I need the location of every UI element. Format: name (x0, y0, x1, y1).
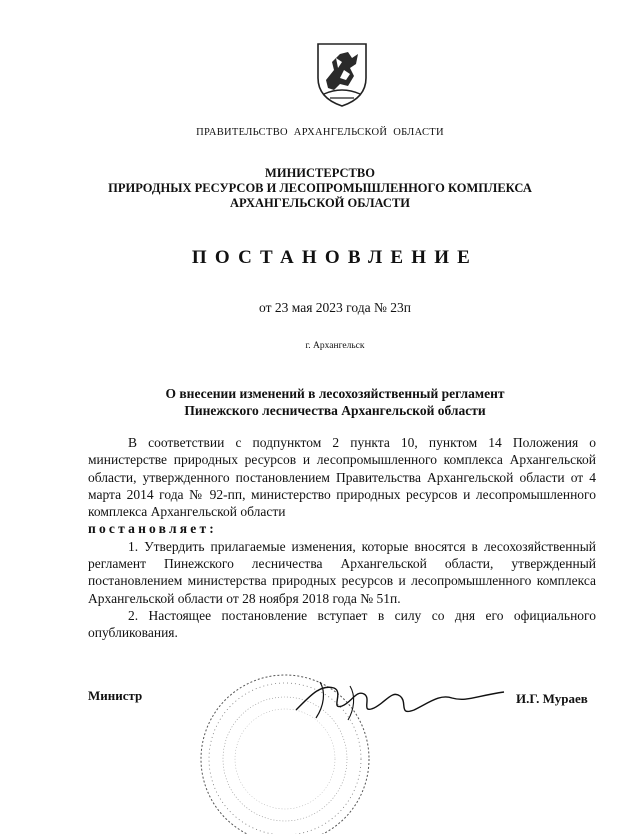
resolves-word: постановляет: (88, 521, 217, 537)
government-header: ПРАВИТЕЛЬСТВО АРХАНГЕЛЬСКОЙ ОБЛАСТИ (196, 127, 444, 138)
title-line: Пинежского лесничества Архангельской области (184, 403, 486, 418)
document-body (88, 434, 596, 642)
document-type-heading: ПОСТАНОВЛЕНИЕ (191, 247, 479, 268)
handwritten-signature-icon (290, 676, 510, 726)
ministry-line: ПРИРОДНЫХ РЕСУРСОВ И ЛЕСОПРОМЫШЛЕННОГО КОМПЛЕКСА (108, 181, 532, 195)
ministry-line: МИНИСТЕРСТВО (265, 166, 375, 180)
preamble-text: В соответствии с подпунктом 2 пункта 10, пунктом 14 Положения о министерстве природных ресурсов и лесопромышленного комплекса Архангельской области, утвержденного постановлением Правительства Архангельской области от 4 марта 2014 года № 92-пп, министерство природных ресурсов и лесопромышленного комплекса Архангельской области (88, 435, 596, 520)
document-city: г. Архангельск (305, 341, 365, 351)
document-date-number: от 23 мая 2023 года № 23п (259, 300, 411, 315)
signatory-name: И.Г. Мураев (516, 691, 588, 706)
ministry-line: АРХАНГЕЛЬСКОЙ ОБЛАСТИ (230, 196, 410, 210)
document-title (0, 385, 640, 419)
title-line: О внесении изменений в лесохозяйственный регламент (165, 386, 505, 401)
item-1-paragraph: 1. Утвердить прилагаемые изменения, которые вносятся в лесохозяйственный регламент Пинежского лесничества Архангельской области, утвержденный постановлением министерства природных ресурсов и лесопромышленного комплекса Архангельской области от 28 ноября 2018 года № 51п. (88, 538, 596, 606)
item-2-paragraph: 2. Настоящее постановление вступает в силу со дня его официального опубликования. (88, 607, 596, 641)
ministry-name (0, 166, 640, 211)
preamble-paragraph (88, 434, 596, 538)
coat-of-arms-icon (314, 40, 370, 108)
signatory-position: Министр (88, 688, 143, 703)
